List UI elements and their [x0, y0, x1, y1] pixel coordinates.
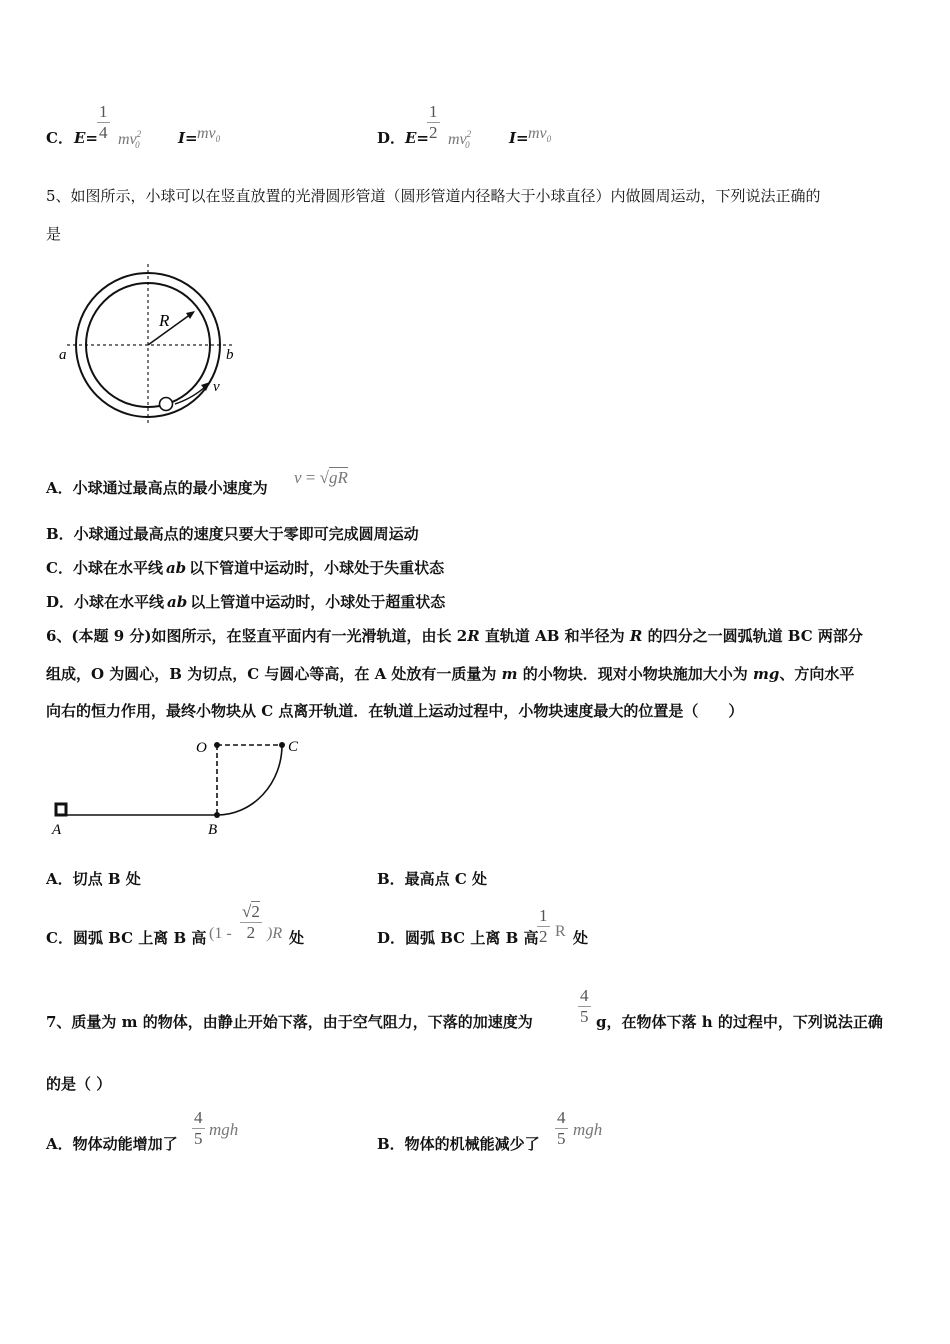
fraction-denominator: 2	[246, 923, 256, 942]
radius-arrowhead	[186, 311, 195, 319]
q4-option-c-e-label: E=	[74, 129, 99, 147]
fraction-numerator: 1	[429, 102, 438, 121]
mv-symbol: mv	[528, 125, 547, 142]
q4-option-d-i-expr	[528, 124, 551, 149]
q6-stem-line3: 向右的恒力作用，最终小物块从 C 点离开轨道．在轨道上运动过程中，小物块速度最大的位置是（ ）	[46, 702, 744, 720]
q6-option-c-fraction	[240, 902, 262, 943]
q7-option-a-mgh: mgh	[209, 1120, 239, 1139]
q5-option-a-formula	[294, 468, 348, 488]
q5-option-c	[46, 558, 444, 578]
q4-option-c-letter: C．	[46, 129, 73, 147]
zero-subscript: 0	[546, 134, 552, 144]
q7-stem-line2: 的是（ ）	[46, 1075, 112, 1093]
q6-option-d-fraction	[537, 906, 550, 947]
q6-option-d-pre: D．圆弧 BC 上离 B 高	[377, 929, 539, 947]
q4-option-c-i-expr	[197, 124, 220, 149]
fraction-numerator: 1	[99, 102, 108, 121]
q6-m-symbol: m	[501, 665, 518, 683]
fraction-numerator: 1	[539, 906, 548, 925]
fraction-numerator: 4	[194, 1108, 203, 1127]
q5-option-d	[46, 592, 445, 612]
q6-text: 、方向水平	[779, 665, 855, 683]
q6-option-c	[46, 900, 346, 956]
q7-acceleration-fraction	[578, 986, 591, 1027]
equals-sign: =	[305, 468, 316, 487]
q5-option-c-ab: ab	[165, 559, 187, 577]
q6-option-d	[377, 904, 637, 956]
point-o-dot	[214, 742, 220, 748]
sqrt-radicand: gR	[328, 468, 348, 487]
q7-option-b-pre: B．物体的机械能减少了	[377, 1135, 540, 1153]
mv-symbol: mv	[197, 125, 216, 142]
q6-text: 组成，O 为圆心，B 为切点，C 与圆心等高，在 A 处放有一质量为	[46, 665, 502, 683]
q5-stem-line1: 5、如图所示，小球可以在竖直放置的光滑圆形管道（圆形管道内径略大于小球直径）内做圆周运动，下列说法正确的	[46, 187, 821, 205]
q4-option-c-mv2	[118, 124, 140, 155]
fraction-denominator: 5	[194, 1129, 203, 1148]
point-c-dot	[279, 742, 285, 748]
fraction-denominator: 2	[539, 927, 548, 946]
q5-option-d-ab: ab	[167, 593, 188, 611]
fraction-numerator	[240, 902, 262, 923]
point-b-dot	[214, 812, 220, 818]
q6-text: 的小物块．现对小物块施加大小为	[517, 665, 753, 683]
q6-text: 的四分之一圆弧轨道 BC 两部分	[642, 627, 863, 645]
sqrt-sign: √	[242, 902, 252, 921]
q7-text: g，在物体下落 h 的过程中，下列说法正确	[596, 1013, 883, 1031]
q6-option-d-r: R	[555, 923, 566, 940]
velocity-label: v	[213, 379, 220, 395]
label-o: O	[196, 740, 207, 756]
radius-arrow	[148, 314, 191, 345]
fraction-denominator: 5	[557, 1129, 566, 1148]
q4-option-d-i-label: I=	[509, 129, 529, 147]
q4-option-d-fraction	[427, 102, 440, 143]
q5-option-c-pre: C．小球在水平线	[46, 559, 163, 577]
mv-symbol: mv	[118, 131, 137, 148]
zero-subscript: 0	[215, 134, 221, 144]
q6-r-symbol: R	[629, 627, 643, 645]
small-block	[56, 804, 66, 815]
q5-option-a-text: A．小球通过最高点的最小速度为	[46, 479, 268, 497]
q6-text: 6、(本题 9 分)如图所示，在竖直平面内有一光滑轨道，由长 2	[46, 627, 468, 645]
zero-subscript: 0	[135, 140, 140, 150]
q7-text: 7、质量为 m 的物体，由静止开始下落，由于空气阻力，下落的加速度为	[46, 1013, 533, 1031]
sqrt-sign: √	[319, 468, 329, 487]
q6-track-figure	[48, 733, 318, 843]
q5-option-d-post: 以上管道中运动时，小球处于超重状态	[190, 593, 446, 611]
q7-option-b-mgh: mgh	[573, 1120, 603, 1139]
ball	[160, 398, 173, 411]
q5-option-d-pre: D．小球在水平线	[46, 593, 165, 611]
radius-label: R	[159, 311, 170, 330]
label-a: A	[52, 822, 62, 838]
mv-symbol: mv	[448, 131, 467, 148]
fraction-denominator: 4	[99, 123, 108, 142]
q5-circular-tube-figure	[55, 262, 245, 427]
fraction-denominator: 5	[580, 1007, 589, 1026]
q6-r-symbol: R	[467, 627, 480, 645]
q4-option-d-e-label: E=	[405, 129, 430, 147]
q5-option-c-post: 以下管道中运动时，小球处于失重状态	[189, 559, 445, 577]
fraction-numerator: 4	[580, 986, 589, 1005]
label-c: C	[288, 739, 299, 755]
q6-stem-line2	[46, 664, 854, 684]
square-exponent: 2	[136, 129, 142, 139]
q6-option-c-post: 处	[289, 929, 305, 947]
q4-option-d-letter: D．	[377, 129, 406, 147]
q5-option-b: B．小球通过最高点的速度只要大于零即可完成圆周运动	[46, 525, 419, 543]
point-a-label: a	[59, 347, 67, 363]
q7-option-b	[377, 1108, 677, 1158]
q6-option-a: A．切点 B 处	[46, 870, 141, 888]
q6-mg-symbol: mg	[753, 665, 780, 683]
velocity-arrow	[175, 386, 206, 404]
q6-option-d-post: 处	[573, 929, 589, 947]
arc-track-bc	[217, 745, 282, 815]
q7-option-a	[46, 1108, 346, 1158]
q7-option-b-fraction	[555, 1108, 568, 1149]
q4-option-c-i-label: I=	[178, 129, 198, 147]
q7-stem-line1	[46, 986, 916, 1036]
q7-option-a-pre: A．物体动能增加了	[46, 1135, 178, 1153]
label-b: B	[208, 822, 218, 838]
q6-option-b: B．最高点 C 处	[377, 870, 488, 888]
q6-option-c-pre: C．圆弧 BC 上离 B 高	[46, 929, 207, 947]
fraction-numerator: 4	[557, 1108, 566, 1127]
q4-option-c-fraction	[97, 102, 110, 143]
q5-stem-line2: 是	[46, 225, 62, 243]
q7-option-a-fraction	[192, 1108, 205, 1149]
q6-text: 直轨道 AB 和半径为	[479, 627, 630, 645]
v-symbol: v	[294, 468, 302, 487]
fraction-denominator: 2	[429, 123, 438, 142]
square-exponent: 2	[466, 129, 472, 139]
q6-option-c-open: (1 -	[209, 925, 232, 942]
zero-subscript: 0	[465, 140, 470, 150]
q6-stem-line1	[46, 626, 863, 646]
sqrt-radicand: 2	[251, 902, 260, 921]
q6-option-c-close: )R	[267, 925, 283, 942]
q5-option-a	[46, 468, 386, 508]
q4-option-d-mv2	[448, 124, 470, 155]
point-b-label: b	[226, 347, 234, 363]
